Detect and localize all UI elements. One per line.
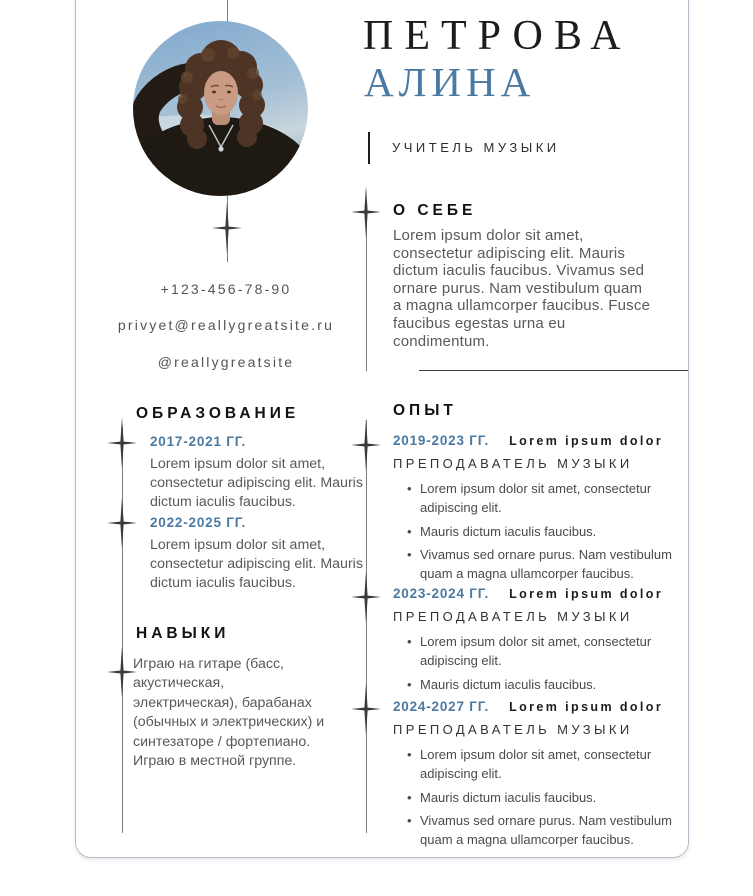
sparkle-icon [351, 683, 381, 735]
experience-dates: 2019-2023 ГГ. [393, 433, 490, 448]
experience-role: ПРЕПОДАВАТЕЛЬ МУЗЫКИ [393, 722, 633, 737]
job-title-bar [368, 132, 370, 164]
experience-bullet-list [406, 746, 693, 850]
sparkle-icon [107, 417, 137, 469]
experience-item [393, 586, 693, 699]
about-text: Lorem ipsum dolor sit amet, consectetur adipiscing elit. Mauris dictum iaculis faucibus. Vivamus sed ornare purus. Nam vestibulum quam a magna ullamcorper faucibus. Fusce faucibus egestas urna eu condimentum. [393, 227, 651, 350]
sparkle-icon [212, 202, 242, 254]
profile-photo [133, 21, 308, 196]
education-dates: 2017-2021 ГГ. [150, 434, 247, 449]
education-text: Lorem ipsum dolor sit amet, consectetur adipiscing elit. Mauris dictum iaculis faucibus. [150, 456, 363, 510]
experience-item [393, 433, 693, 589]
education-dates: 2022-2025 ГГ. [150, 515, 247, 530]
experience-company: Lorem ipsum dolor [509, 434, 664, 448]
education-item [150, 434, 378, 512]
job-title: УЧИТЕЛЬ МУЗЫКИ [392, 140, 560, 155]
experience-company: Lorem ipsum dolor [509, 587, 664, 601]
experience-dates: 2024-2027 ГГ. [393, 699, 490, 714]
experience-bullet: • Mauris dictum iaculis faucibus. [406, 789, 688, 808]
experience-bullet: • Vivamus sed ornare purus. Nam vestibulum quam a magna ullamcorper faucibus. [406, 546, 688, 584]
experience-dates: 2023-2024 ГГ. [393, 586, 490, 601]
about-heading: О СЕБЕ [393, 202, 477, 219]
experience-heading: ОПЫТ [393, 402, 457, 419]
experience-bullet-list [406, 480, 693, 584]
experience-role: ПРЕПОДАВАТЕЛЬ МУЗЫКИ [393, 609, 633, 624]
experience-bullet: • Lorem ipsum dolor sit amet, consectetur adipiscing elit. [406, 746, 688, 784]
sparkle-icon [351, 186, 381, 238]
contact-phone: +123-456-78-90 [160, 281, 292, 297]
experience-company: Lorem ipsum dolor [509, 700, 664, 714]
experience-bullet-list [406, 633, 693, 694]
skills-text: Играю на гитаре (басс, акустическая, электрическая), барабанах (обычных и электрических) и синтезаторе / фортепиано. Играю в местной группе. [133, 656, 325, 770]
education-heading: ОБРАЗОВАНИЕ [136, 405, 300, 422]
experience-role: ПРЕПОДАВАТЕЛЬ МУЗЫКИ [393, 456, 633, 471]
photo-top-line [227, 0, 228, 22]
left-column-line [122, 427, 123, 833]
education-text: Lorem ipsum dolor sit amet, consectetur adipiscing elit. Mauris dictum iaculis faucibus. [150, 537, 363, 591]
experience-bullet: • Lorem ipsum dolor sit amet, consectetur adipiscing elit. [406, 633, 688, 671]
about-divider-line [419, 370, 688, 371]
name-first: АЛИНА [364, 59, 536, 105]
sparkle-icon [107, 497, 137, 549]
experience-bullet: • Lorem ipsum dolor sit amet, consectetur adipiscing elit. [406, 480, 688, 518]
contact-social: @reallygreatsite [157, 354, 295, 370]
experience-bullet: • Vivamus sed ornare purus. Nam vestibulum quam a magna ullamcorper faucibus. [406, 812, 688, 850]
experience-item [393, 699, 693, 855]
name-last: ПЕТРОВА [363, 13, 632, 59]
education-item [150, 515, 378, 593]
skills-heading: НАВЫКИ [136, 625, 230, 642]
experience-bullet: • Mauris dictum iaculis faucibus. [406, 523, 688, 542]
experience-bullet: • Mauris dictum iaculis faucibus. [406, 676, 688, 695]
contact-email: privyet@reallygreatsite.ru [117, 317, 335, 333]
